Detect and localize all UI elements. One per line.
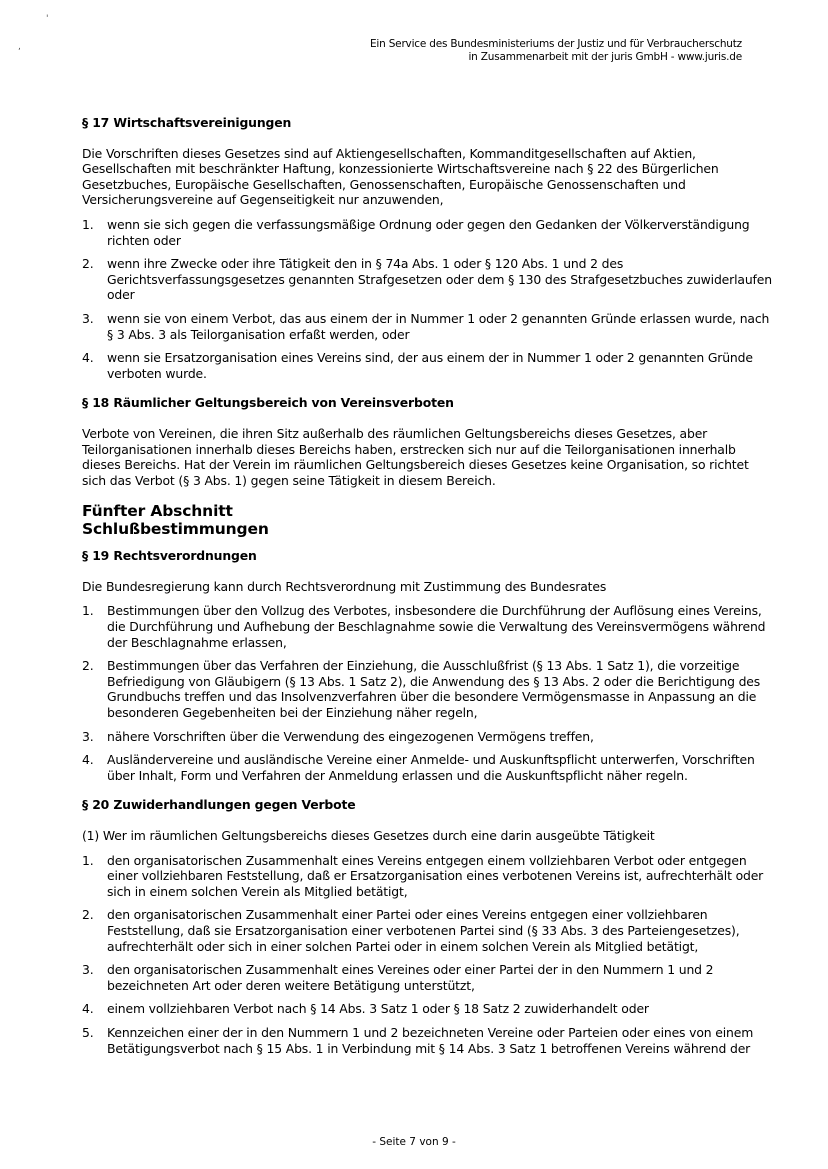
list-text: wenn ihre Zwecke oder ihre Tätigkeit den in § 74a Abs. 1 oder § 120 Abs. 1 und 2 des Gerichtsverfassungsgesetzes genannten Strafgesetzen oder dem § 130 des Strafgesetzbuches zuwiderlaufen oder — [107, 256, 772, 303]
list-item — [82, 256, 772, 303]
list-text: Bestimmungen über den Vollzug des Verbotes, insbesondere die Durchführung der Auflösung eines Vereins, die Durchführung und Aufhebung der Beschlagnahme sowie die Verwaltung des Vereinsvermögens während der Beschlagnahme erlassen, — [107, 603, 766, 650]
part-heading — [82, 502, 772, 538]
section-list — [82, 217, 772, 381]
list-text: nähere Vorschriften über die Verwendung des eingezogenen Vermögens treffen, — [107, 728, 594, 744]
list-item — [82, 603, 772, 650]
list-number: 3. — [82, 962, 94, 978]
list-item — [82, 1001, 772, 1017]
section-title: § 19 Rechtsverordnungen — [82, 548, 257, 564]
section-intro: Die Bundesregierung kann durch Rechtsverordnung mit Zustimmung des Bundesrates — [82, 578, 607, 594]
list-text: wenn sie sich gegen die verfassungsmäßige Ordnung oder gegen den Gedanken der Völkerverständigung richten oder — [107, 216, 750, 248]
list-number: 1. — [82, 216, 94, 232]
list-number: 5. — [82, 1024, 94, 1040]
list-text: wenn sie von einem Verbot, das aus einem der in Nummer 1 oder 2 genannten Gründe erlassen wurde, nach § 3 Abs. 3 als Teilorganisation erfaßt werden, oder — [107, 310, 770, 342]
list-number: 2. — [82, 256, 94, 272]
section-18 — [82, 395, 772, 488]
header-line-2: in Zusammenarbeit mit der juris GmbH - www.juris.de — [468, 51, 742, 63]
list-number: 1. — [82, 603, 94, 619]
scan-mark: , — [18, 42, 21, 52]
list-number: 3. — [82, 728, 94, 744]
section-intro: (1) Wer im räumlichen Geltungsbereichs dieses Gesetzes durch eine darin ausgeübte Tätigkeit — [82, 828, 655, 843]
section-20 — [82, 797, 772, 1056]
list-item — [82, 907, 772, 954]
header-line-1: Ein Service des Bundesministeriums der Justiz und für Verbraucherschutz — [369, 38, 742, 50]
list-text: Bestimmungen über das Verfahren der Einziehung, die Ausschlußfrist (§ 13 Abs. 1 Satz 1), die vorzeitige Befriedigung von Gläubigern (§ 13 Abs. 1 Satz 2), die Anwendung des § 13 Abs. 2 oder die Berichtigung des Grundbuchs treffen und das Insolvenzverfahren über die besondere Vermögensmasse in Anpassung an die besonderen Gegebenheiten bei der Einziehung näher regeln, — [107, 658, 761, 721]
list-number: 2. — [82, 907, 94, 923]
list-item — [82, 962, 772, 993]
scan-mark: ' — [46, 14, 49, 24]
list-item — [82, 311, 772, 342]
section-title: § 18 Räumlicher Geltungsbereich von Vereinsverboten — [82, 395, 454, 411]
page-header — [370, 38, 742, 64]
list-text: Ausländervereine und ausländische Vereine einer Anmelde- und Auskunftspflicht unterwerfen, Vorschriften über Inhalt, Form und Verfahren der Anmeldung erlassen und die Auskunftspflicht näher regeln. — [107, 752, 755, 783]
section-text: Verbote von Vereinen, die ihren Sitz außerhalb des räumlichen Geltungsbereichs dieses Gesetzes, aber Teilorganisationen innerhalb dieses Bereichs haben, erstrecken sich nur auf die Teilorganisationen innerhalb dieses Bereichs. Hat der Verein im räumlichen Geltungsbereich dieses Gesetzes keine Organisation, so richtet sich das Verbot (§ 3 Abs. 1) gegen seine Tätigkeit in diesem Bereich. — [82, 425, 749, 488]
list-text: wenn sie Ersatzorganisation eines Vereins sind, der aus einem der in Nummer 1 oder 2 genannten Gründe verboten wurde. — [107, 350, 753, 381]
list-item — [82, 853, 772, 900]
section-list — [82, 853, 772, 1057]
part-heading-line-2: Schlußbestimmungen — [82, 520, 269, 539]
list-number: 4. — [82, 1001, 94, 1017]
part-heading-line-1: Fünfter Abschnitt — [82, 502, 233, 521]
list-item — [82, 752, 772, 783]
section-title: § 17 Wirtschaftsvereinigungen — [82, 115, 292, 130]
section-17 — [82, 115, 772, 381]
section-list — [82, 603, 772, 783]
list-text: den organisatorischen Zusammenhalt einer Partei oder eines Vereins entgegen einer vollziehbaren Feststellung, daß sie Ersatzorganisation einer verbotenen Partei sind (§ 33 Abs. 3 des Parteiengesetzes), aufrechterhält oder sich in einer solchen Partei oder in einem solchen Verein als Mitglied betätigt, — [107, 907, 740, 954]
list-item — [82, 658, 772, 720]
section-title: § 20 Zuwiderhandlungen gegen Verbote — [82, 797, 356, 813]
list-text: den organisatorischen Zusammenhalt eines Vereines oder einer Partei der in den Nummern 1 und 2 bezeichneten Art oder deren weitere Betätigung unterstützt, — [107, 962, 714, 993]
list-text: Kennzeichen einer der in den Nummern 1 und 2 bezeichneten Vereine oder Parteien oder eines von einem Betätigungsverbot nach § 15 Abs. 1 in Verbindung mit § 14 Abs. 3 Satz 1 betroffenen Vereins während der — [107, 1024, 754, 1056]
list-item — [82, 1025, 772, 1056]
list-number: 2. — [82, 658, 94, 674]
list-item — [82, 217, 772, 248]
section-19 — [82, 548, 772, 783]
list-item — [82, 350, 772, 381]
section-intro: Die Vorschriften dieses Gesetzes sind auf Aktiengesellschaften, Kommanditgesellschaften auf Aktien, Gesellschaften mit beschränkter Haftung, konzessionierte Wirtschaftsvereine nach § 22 des Bürgerlichen Gesetzbuches, Europäische Gesellschaften, Genossenschaften, Europäische Genossenschaften und Versicherungsvereine auf Gegenseitigkeit nur anzuwenden, — [82, 145, 719, 208]
list-number: 4. — [82, 350, 94, 366]
page-number: - Seite 7 von 9 - — [372, 1136, 456, 1148]
list-item — [82, 729, 772, 745]
list-text: den organisatorischen Zusammenhalt eines Vereins entgegen einem vollziehbaren Verbot oder entgegen einer vollziehbaren Feststellung, daß er Ersatzorganisation eines verbotenen Vereins ist, aufrechterhält oder sich in einem solchen Verein als Mitglied betätigt, — [107, 852, 764, 899]
document-body — [82, 115, 772, 1070]
list-number: 4. — [82, 752, 94, 768]
list-text: einem vollziehbaren Verbot nach § 14 Abs. 3 Satz 1 oder § 18 Satz 2 zuwiderhandelt oder — [107, 1001, 649, 1017]
list-number: 3. — [82, 310, 94, 326]
list-number: 1. — [82, 852, 94, 868]
